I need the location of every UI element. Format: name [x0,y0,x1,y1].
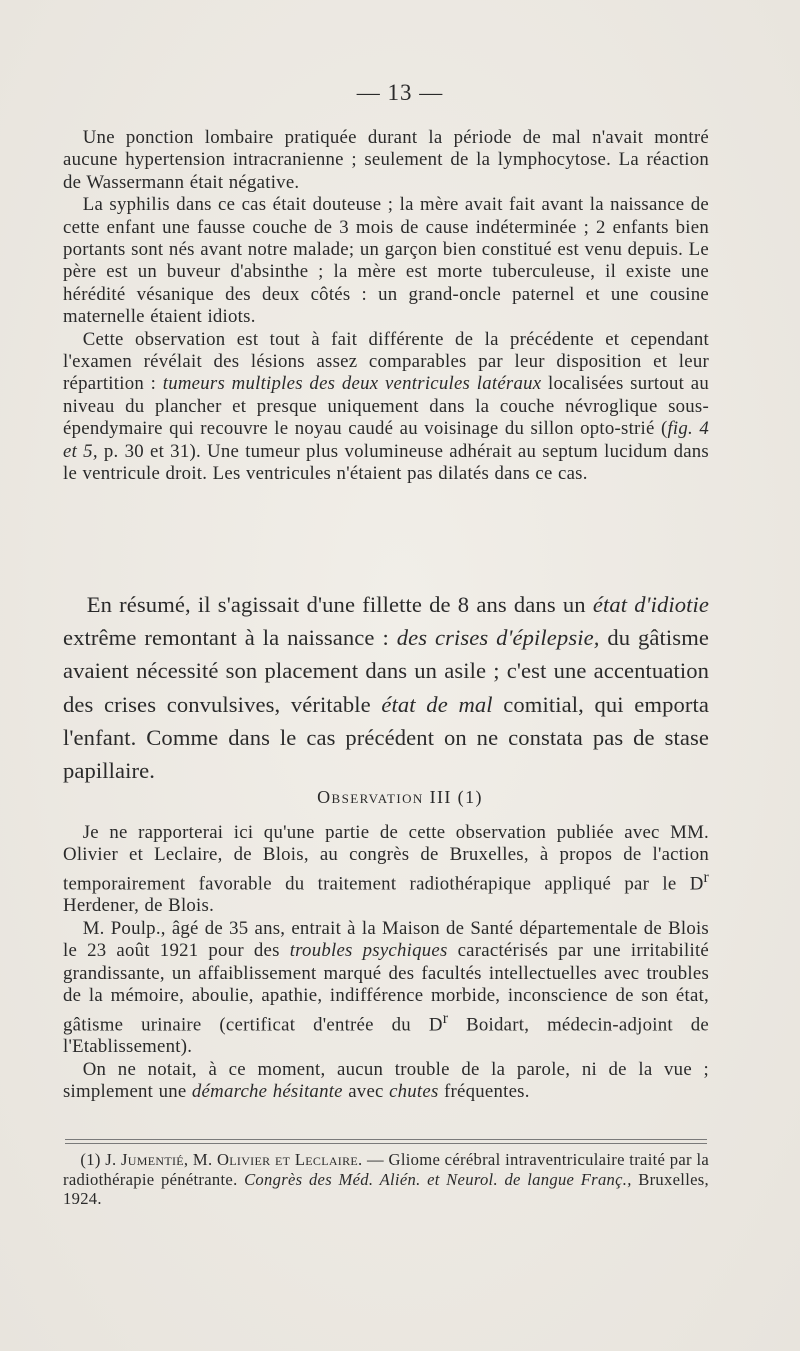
footnote-authors: Jumentié, M. Olivier et Leclaire [121,1150,359,1169]
observation-section [63,822,709,1103]
paragraph-gait [63,1059,709,1104]
text-run: extrême remontant à la naissance : [63,625,397,651]
text-run: Herdener, de Blois. [63,895,215,917]
page-number: — 13 — [356,80,444,105]
text-run: Boidart, médecin-adjoint de l'Etablissement). [63,1013,710,1058]
italic-run: Congrès des Méd. Alién. et Neurol. de langue Franç., [244,1169,632,1189]
paragraph-syphilis-heredity: La syphilis dans ce cas était douteuse ; la mère avait fait avant la naissance de cette enfant une fausse couche de 3 mois de cause indéterminée ; 2 enfants bien portants sont nés avant notre malade; un garçon bien constitué est venu depuis. Le père est un buveur d'absinthe ; la mère est morte tuberculeuse, il existe une hérédité vésanique des deux côtés : un grand-oncle paternel et une cousine maternelle étaient idiots. [63,194,709,328]
text-run: Cette observation est tout à fait différente de la précédente et cependant l'examen révélait des lésions assez comparables par leur disposition et leur répartition : [63,328,709,395]
text-run: Bruxelles, 1924. [63,1169,709,1209]
text-run: p. 30 et 31). Une tumeur plus volumineuse adhérait au septum lucidum dans le ventricule droit. Les ventricules n'étaient pas dilatés dans ce cas. [63,440,709,485]
text-run: du gâtisme avaient nécessité son placement dans un asile ; c'est une accentuation des crises convulsives, véritable [63,625,709,717]
text-run: comitial, qui emporta l'enfant. Comme dans le cas précédent on ne constata pas de stase papillaire. [63,691,709,784]
italic-run: démarche hésitante [191,1081,343,1102]
superscript: r [442,1009,449,1027]
text-run: On ne notait, à ce moment, aucun trouble de la parole, ni de la vue ; simplement une [63,1058,709,1102]
italic-run: troubles psychiques [289,940,448,962]
text-run: M. Poulp., âgé de 35 ans, entrait à la Maison de Santé départementale de Blois le 23 août 1921 pour des [63,917,709,962]
figure-reference: fig. 4 et 5, [63,418,710,462]
text-run: . — Gliome cérébral intraventriculaire traité par la radiothérapie pénétrante. [63,1150,710,1189]
paragraph-publication [63,822,709,918]
italic-run: des crises d'épilepsie, [396,625,600,651]
text-run: fréquentes. [438,1081,530,1102]
footnote-text [63,1150,709,1209]
italic-run: état d'idiotie [592,592,709,617]
footnote-rule-top [65,1139,707,1140]
footnote [63,1150,709,1209]
observation-heading: Observation III (1) [317,787,483,807]
paragraph-summary [63,588,709,787]
footnote-number: (1) J. [80,1150,122,1169]
paragraph-lumbar-puncture: Une ponction lombaire pratiquée durant la période de mal n'avait montré aucune hypertension intracranienne ; seulement de la lymphocytose. La réaction de Wassermann était négative. [63,127,709,193]
paragraph-patient-admission [63,918,709,1059]
italic-run: chutes [389,1081,439,1102]
text-run: caractérisés par une irritabilité grandissante, un affaiblissement marqué des facultés intellectuelles avec troubles de la mémoire, aboulie, apathie, indifférence morbide, inconscience de son état, gâtisme urinaire (certificat d'entrée du D [63,940,710,1035]
italic-run: tumeurs multiples des deux ventricules latéraux [162,373,542,395]
text-run: Je ne rapporterai ici qu'une partie de cette observation publiée avec MM. Olivier et Leclaire, de Blois, au congrès de Bruxelles, à propos de l'action temporairement favorable du traitement radiothérapique appliqué par le D [63,822,709,895]
text-run: localisées surtout au niveau du plancher et presque uniquement dans la couche névroglique sous-épendymaire qui recouvre le noyau caudé au voisinage du sillon opto-strié ( [63,373,709,440]
text-run: En résumé, il s'agissait d'une fillette de 8 ans dans un [86,592,593,617]
italic-run: état de mal [381,691,493,717]
superscript: r [703,868,709,886]
paragraph-lesions [63,329,709,486]
text-run: avec [342,1081,390,1102]
clinical-section [63,127,709,486]
footnote-rule-bottom [65,1143,707,1144]
summary-section [63,588,709,787]
